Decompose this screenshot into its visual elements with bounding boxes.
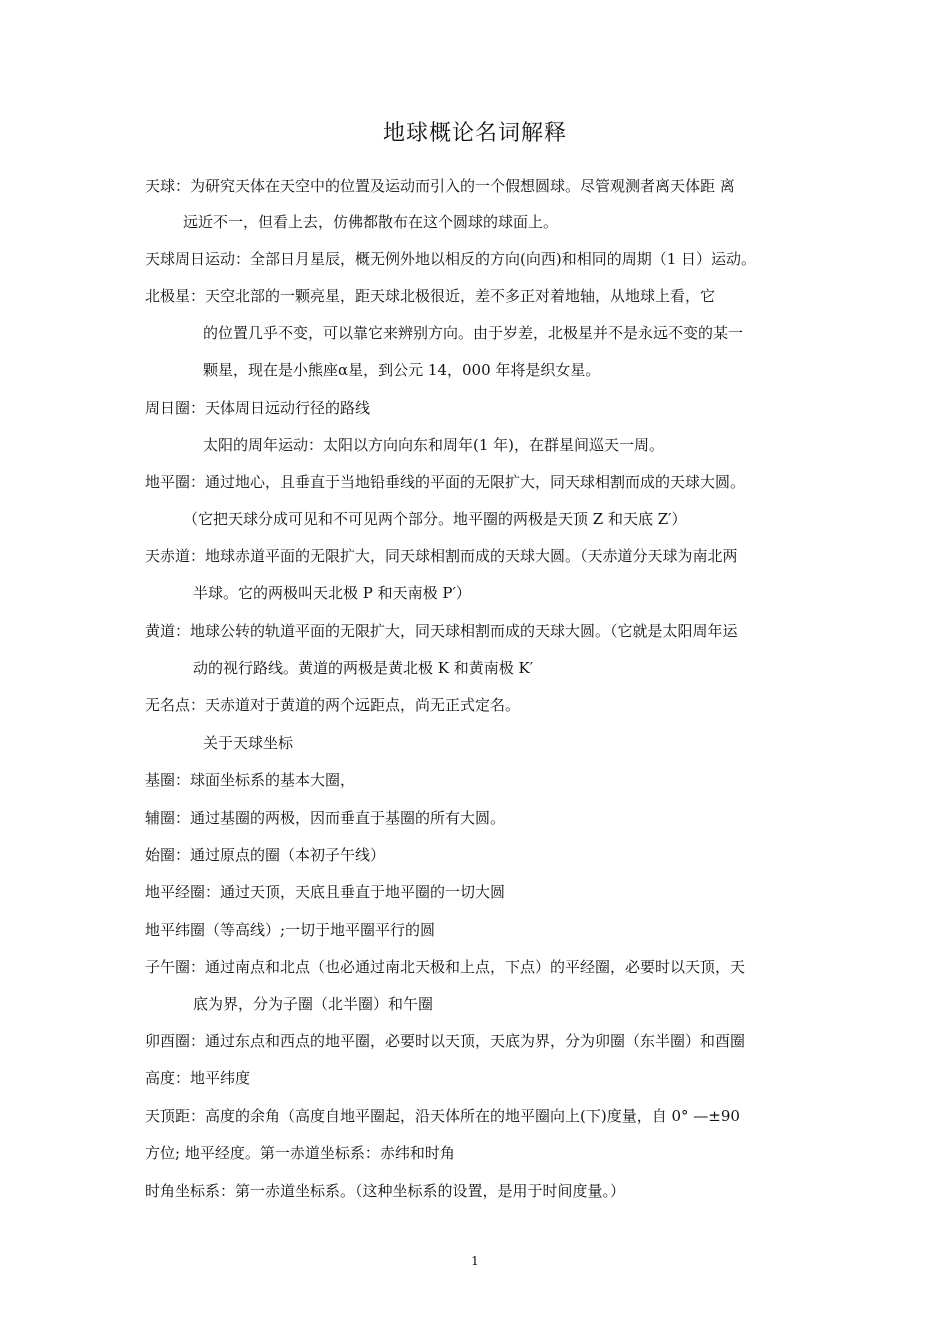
line-annual-motion: 太阳的周年运动：太阳以方向向东和周年(1 年)，在群星间巡天一周。	[203, 436, 665, 454]
line-horizon: 地平圈：通过地心，且垂直于当地铅垂线的平面的无限扩大，同天球相割而成的天球大圆。	[145, 473, 746, 491]
line-almucantar: 地平纬圈（等高线）;一切于地平圈平行的圆	[145, 921, 436, 939]
line-azimuth: 方位; 地平经度。第一赤道坐标系：赤纬和时角	[145, 1144, 455, 1162]
line-horizon-cont: （它把天球分成可见和不可见两个部分。地平圈的两极是天顶 Z 和天底 Z′）	[183, 510, 687, 528]
line-altitude: 高度：地平纬度	[145, 1069, 251, 1087]
page-title: 地球概论名词解释	[382, 121, 567, 146]
section-heading-coordinates: 关于天球坐标	[203, 734, 294, 752]
line-diurnal-motion: 天球周日运动：全部日月星辰，概无例外地以相反的方向(向西)和相同的周期（1 日）运动。	[145, 250, 757, 268]
line-vertical-circle: 地平经圈：通过天顶，天底且垂直于地平圈的一切大圆	[145, 883, 506, 901]
line-polaris: 北极星：天空北部的一颗亮星，距天球北极很近，差不多正对着地轴，从地球上看，它	[145, 287, 716, 305]
line-auxiliary-circle: 辅圈：通过基圈的两极，因而垂直于基圈的所有大圆。	[145, 809, 506, 827]
line-zenith-distance: 天顶距：高度的余角（高度自地平圈起，沿天体所在的地平圈向上(下)度量，自 0° —±90	[145, 1107, 740, 1125]
line-meridian: 子午圈：通过南点和北点（也必通过南北天极和上点，下点）的平经圈，必要时以天顶，天	[145, 958, 746, 976]
line-meridian-cont: 底为界，分为子圈（北半圈）和午圈	[193, 995, 434, 1013]
line-tianqiu: 天球：为研究天体在天空中的位置及运动而引入的一个假想圆球。尽管观测者离天体距 离	[145, 177, 735, 195]
line-hour-angle-system: 时角坐标系：第一赤道坐标系。（这种坐标系的设置，是用于时间度量。）	[145, 1182, 626, 1200]
line-unnamed-points: 无名点：天赤道对于黄道的两个远距点，尚无正式定名。	[145, 696, 521, 714]
line-celestial-equator-cont: 半球。它的两极叫天北极 P 和天南极 P′）	[193, 584, 471, 602]
line-celestial-equator: 天赤道：地球赤道平面的无限扩大，同天球相割而成的天球大圆。（天赤道分天球为南北两	[145, 547, 738, 565]
page-number: 1	[471, 1254, 479, 1268]
line-ecliptic: 黄道：地球公转的轨道平面的无限扩大，同天球相割而成的天球大圆。（它就是太阳周年运	[145, 622, 738, 640]
line-tianqiu-cont: 远近不一，但看上去，仿佛都散布在这个圆球的球面上。	[183, 213, 559, 231]
line-polaris-cont-2: 颗星，现在是小熊座α星，到公元 14，000 年将是织女星。	[203, 361, 601, 379]
line-polaris-cont-1: 的位置几乎不变，可以靠它来辨别方向。由于岁差，北极星并不是永远不变的某一	[203, 324, 744, 342]
line-diurnal-circle: 周日圈：天体周日远动行径的路线	[145, 399, 371, 417]
line-ecliptic-cont: 动的视行路线。黄道的两极是黄北极 K 和黄南极 K′	[193, 659, 534, 677]
line-prime-vertical: 卯酉圈：通过东点和西点的地平圈，必要时以天顶，天底为界，分为卯圈（东半圈）和酉圈	[145, 1032, 746, 1050]
line-base-circle: 基圈：球面坐标系的基本大圈，	[145, 771, 356, 789]
line-initial-circle: 始圈：通过原点的圈（本初子午线）	[145, 846, 386, 864]
